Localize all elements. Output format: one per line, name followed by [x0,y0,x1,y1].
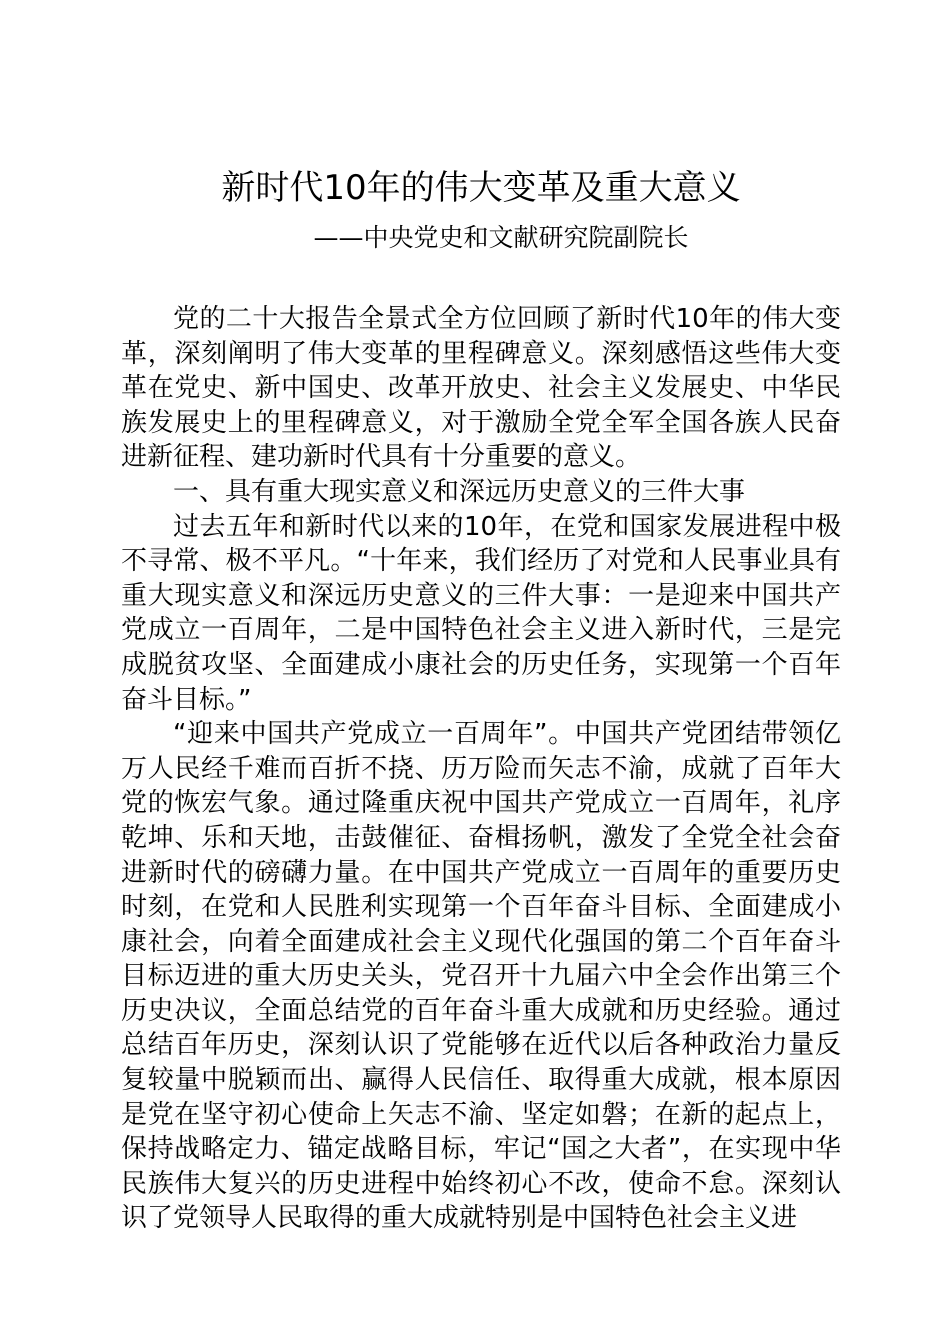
paragraph-three-events: 过去五年和新时代以来的10年，在党和国家发展进程中极不寻常、极不平凡。“十年来，我们经历了对党和人民事业具有重大现实意义和深远历史意义的三件大事：一是迎来中国共产党成立一百周年，二是中国特色社会主义进入新时代，三是完成脱贫攻坚、全面建成小康社会的历史任务，实现第一个百年奋斗目标。” [121,511,841,715]
paragraph-intro: 党的二十大报告全景式全方位回顾了新时代10年的伟大变革，深刻阐明了伟大变革的里程碑意义。深刻感悟这些伟大变革在党史、新中国史、改革开放史、社会主义发展史、中华民族发展史上的里程碑意义，对于激励全党全军全国各族人民奋进新征程、建功新时代具有十分重要的意义。 [121,304,841,473]
document-title: 新时代10年的伟大变革及重大意义 [221,168,741,208]
document-page [121,160,841,1236]
paragraph-centenary: “迎来中国共产党成立一百周年”。中国共产党团结带领亿万人民经千难而百折不挠、历万险而矢志不渝，成就了百年大党的恢宏气象。通过隆重庆祝中国共产党成立一百周年，礼序乾坤、乐和天地，击鼓催征、奋楫扬帆，激发了全党全社会奋进新时代的磅礴力量。在中国共产党成立一百周年的重要历史时刻，在党和人民胜利实现第一个百年奋斗目标、全面建成小康社会，向着全面建成社会主义现代化强国的第二个百年奋斗目标迈进的重大历史关头，党召开十九届六中全会作出第三个历史决议，全面总结党的百年奋斗重大成就和历史经验。通过总结百年历史，深刻认识了党能够在近代以后各种政治力量反复较量中脱颖而出、赢得人民信任、取得重大成就，根本原因是党在坚守初心使命上矢志不渝、坚定如磐；在新的起点上，保持战略定力、锚定战略目标，牢记“国之大者”，在实现中华民族伟大复兴的历史进程中始终初心不改，使命不怠。深刻认识了党领导人民取得的重大成就特别是中国特色社会主义进 [121,719,841,1234]
section-heading: 一、具有重大现实意义和深远历史意义的三件大事 [173,476,746,507]
document-body [121,302,841,1236]
document-subtitle: ——中央党史和文献研究院副院长 [313,223,689,252]
